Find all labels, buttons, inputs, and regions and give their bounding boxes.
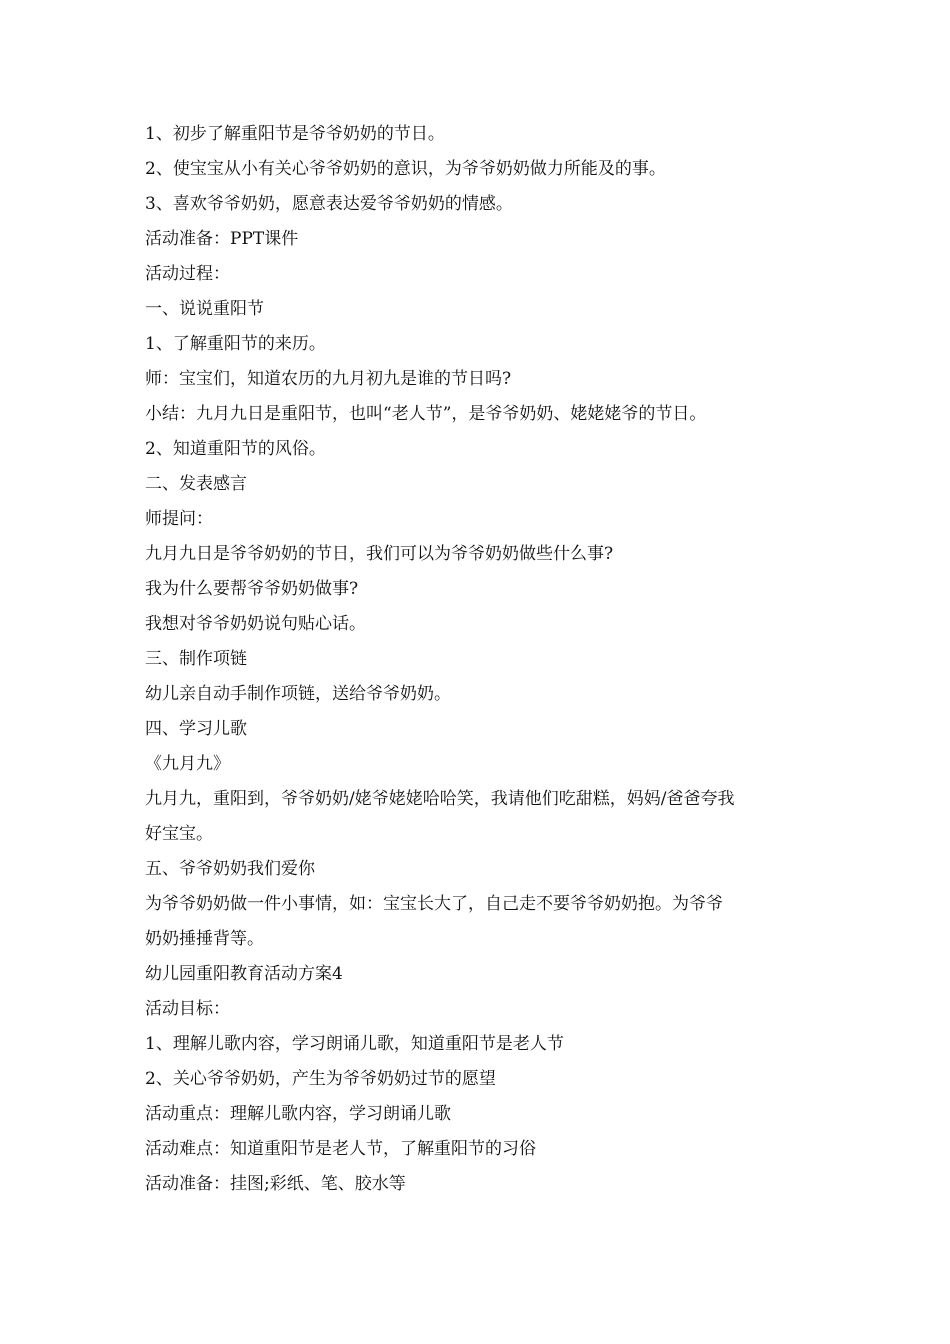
section-heading-1: 一、说说重阳节 bbox=[145, 299, 264, 319]
key-point-line: 活动重点：理解儿歌内容，学习朗诵儿歌 bbox=[145, 1104, 451, 1124]
section-heading-3: 三、制作项链 bbox=[145, 649, 247, 669]
text-line: 九月九日是爷爷奶奶的节日，我们可以为爷爷奶奶做些什么事? bbox=[145, 544, 614, 564]
text-line: 我为什么要帮爷爷奶奶做事? bbox=[145, 579, 359, 599]
text-line: 2、知道重阳节的风俗。 bbox=[145, 439, 326, 459]
plan-title: 幼儿园重阳教育活动方案4 bbox=[145, 964, 343, 984]
text-line: 师：宝宝们，知道农历的九月初九是谁的节日吗? bbox=[145, 369, 512, 389]
text-line: 师提问： bbox=[145, 509, 213, 529]
goal-line-2: 2、关心爷爷奶奶，产生为爷爷奶奶过节的愿望 bbox=[145, 1069, 496, 1089]
objective-line-2: 2、使宝宝从小有关心爷爷奶奶的意识，为爷爷奶奶做力所能及的事。 bbox=[145, 159, 666, 179]
text-line: 小结：九月九日是重阳节，也叫“老人节”，是爷爷奶奶、姥姥姥爷的节日。 bbox=[145, 404, 707, 424]
goal-line-1: 1、理解儿歌内容，学习朗诵儿歌，知道重阳节是老人节 bbox=[145, 1034, 564, 1054]
text-line: 奶奶捶捶背等。 bbox=[145, 929, 264, 949]
goals-heading: 活动目标： bbox=[145, 999, 230, 1019]
materials-line: 活动准备：挂图;彩纸、笔、胶水等 bbox=[145, 1174, 406, 1194]
document-body bbox=[145, 117, 810, 1202]
objective-line-3: 3、喜欢爷爷奶奶，愿意表达爱爷爷奶奶的情感。 bbox=[145, 194, 513, 214]
text-line: 我想对爷爷奶奶说句贴心话。 bbox=[145, 614, 366, 634]
difficulty-line: 活动难点：知道重阳节是老人节，了解重阳节的习俗 bbox=[145, 1139, 536, 1159]
text-line: 为爷爷奶奶做一件小事情，如：宝宝长大了，自己走不要爷爷奶奶抱。为爷爷 bbox=[145, 894, 723, 914]
text-line: 1、了解重阳节的来历。 bbox=[145, 334, 326, 354]
section-heading-5: 五、爷爷奶奶我们爱你 bbox=[145, 859, 315, 879]
section-heading-4: 四、学习儿歌 bbox=[145, 719, 247, 739]
song-lyrics-line-1: 九月九，重阳到，爷爷奶奶/姥爷姥姥哈哈笑，我请他们吃甜糕，妈妈/爸爸夸我 bbox=[145, 789, 735, 809]
song-title: 《九月九》 bbox=[145, 754, 230, 774]
section-heading-2: 二、发表感言 bbox=[145, 474, 247, 494]
song-lyrics-line-2: 好宝宝。 bbox=[145, 824, 213, 844]
preparation-line: 活动准备：PPT课件 bbox=[145, 229, 299, 249]
process-heading: 活动过程： bbox=[145, 264, 230, 284]
text-line: 幼儿亲自动手制作项链，送给爷爷奶奶。 bbox=[145, 684, 451, 704]
objective-line-1: 1、初步了解重阳节是爷爷奶奶的节日。 bbox=[145, 124, 445, 144]
